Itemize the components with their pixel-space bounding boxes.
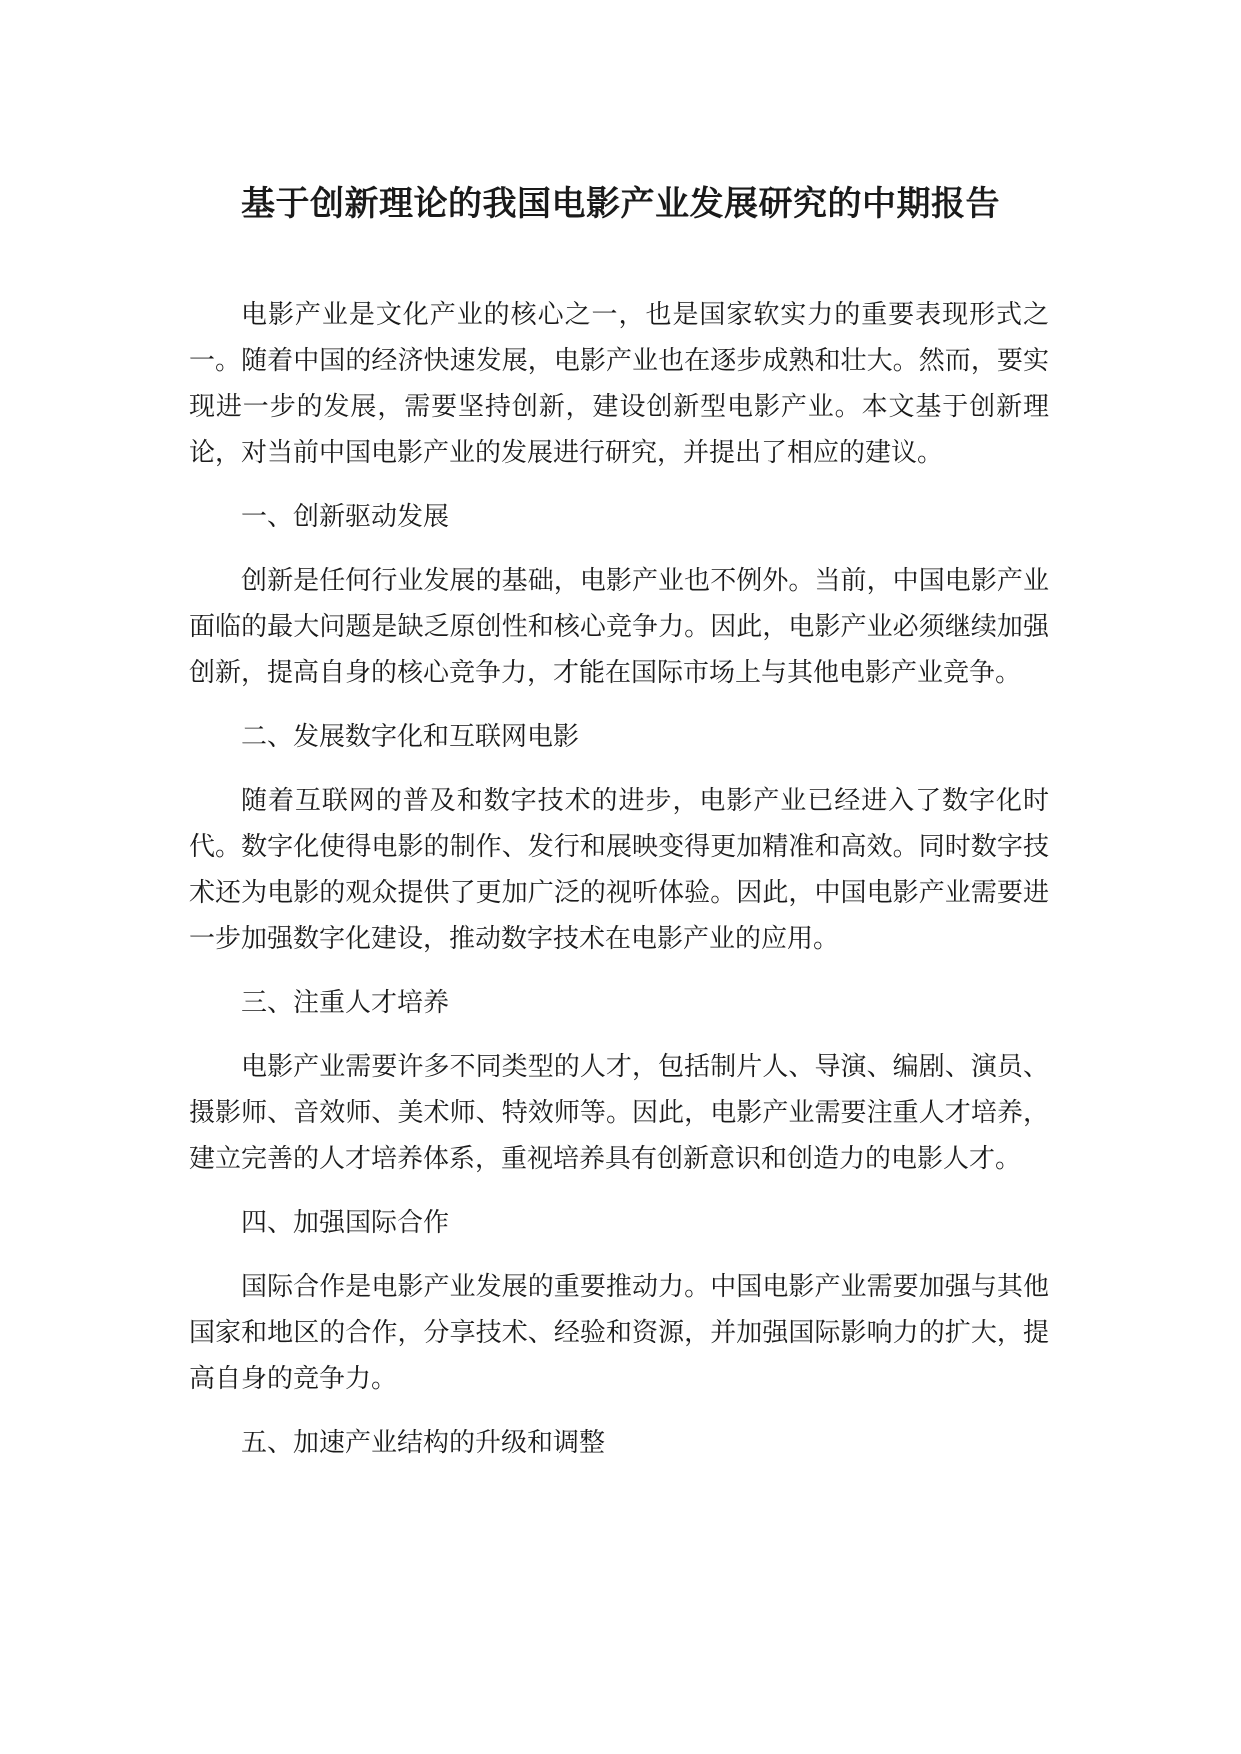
intro-paragraph: 电影产业是文化产业的核心之一，也是国家软实力的重要表现形式之一。随着中国的经济快速发展，电影产业也在逐步成熟和壮大。然而，要实现进一步的发展，需要坚持创新，建设创新型电影产业。本文基于创新理论，对当前中国电影产业的发展进行研究，并提出了相应的建议。 xyxy=(189,300,1049,468)
section-paragraph-2: 随着互联网的普及和数字技术的进步，电影产业已经进入了数字化时代。数字化使得电影的制作、发行和展映变得更加精准和高效。同时数字技术还为电影的观众提供了更加广泛的视听体验。因此，中国电影产业需要进一步加强数字化建设，推动数字技术在电影产业的应用。 xyxy=(189,786,1049,954)
section-heading-5: 五、加速产业结构的升级和调整 xyxy=(241,1428,606,1458)
section-paragraph-1: 创新是任何行业发展的基础，电影产业也不例外。当前，中国电影产业面临的最大问题是缺乏原创性和核心竞争力。因此，电影产业必须继续加强创新，提高自身的核心竞争力，才能在国际市场上与其他电影产业竞争。 xyxy=(189,566,1049,688)
section-heading-4: 四、加强国际合作 xyxy=(241,1208,450,1238)
section-paragraph-4: 国际合作是电影产业发展的重要推动力。中国电影产业需要加强与其他国家和地区的合作，分享技术、经验和资源，并加强国际影响力的扩大，提高自身的竞争力。 xyxy=(189,1272,1049,1394)
document-title: 基于创新理论的我国电影产业发展研究的中期报告 xyxy=(241,184,1000,224)
section-heading-3: 三、注重人才培养 xyxy=(241,988,450,1018)
section-heading-2: 二、发展数字化和互联网电影 xyxy=(241,722,580,752)
section-paragraph-3: 电影产业需要许多不同类型的人才，包括制片人、导演、编剧、演员、摄影师、音效师、美术师、特效师等。因此，电影产业需要注重人才培养，建立完善的人才培养体系，重视培养具有创新意识和创造力的电影人才。 xyxy=(189,1052,1049,1174)
document-body xyxy=(189,292,1049,1484)
section-heading-1: 一、创新驱动发展 xyxy=(241,502,450,532)
